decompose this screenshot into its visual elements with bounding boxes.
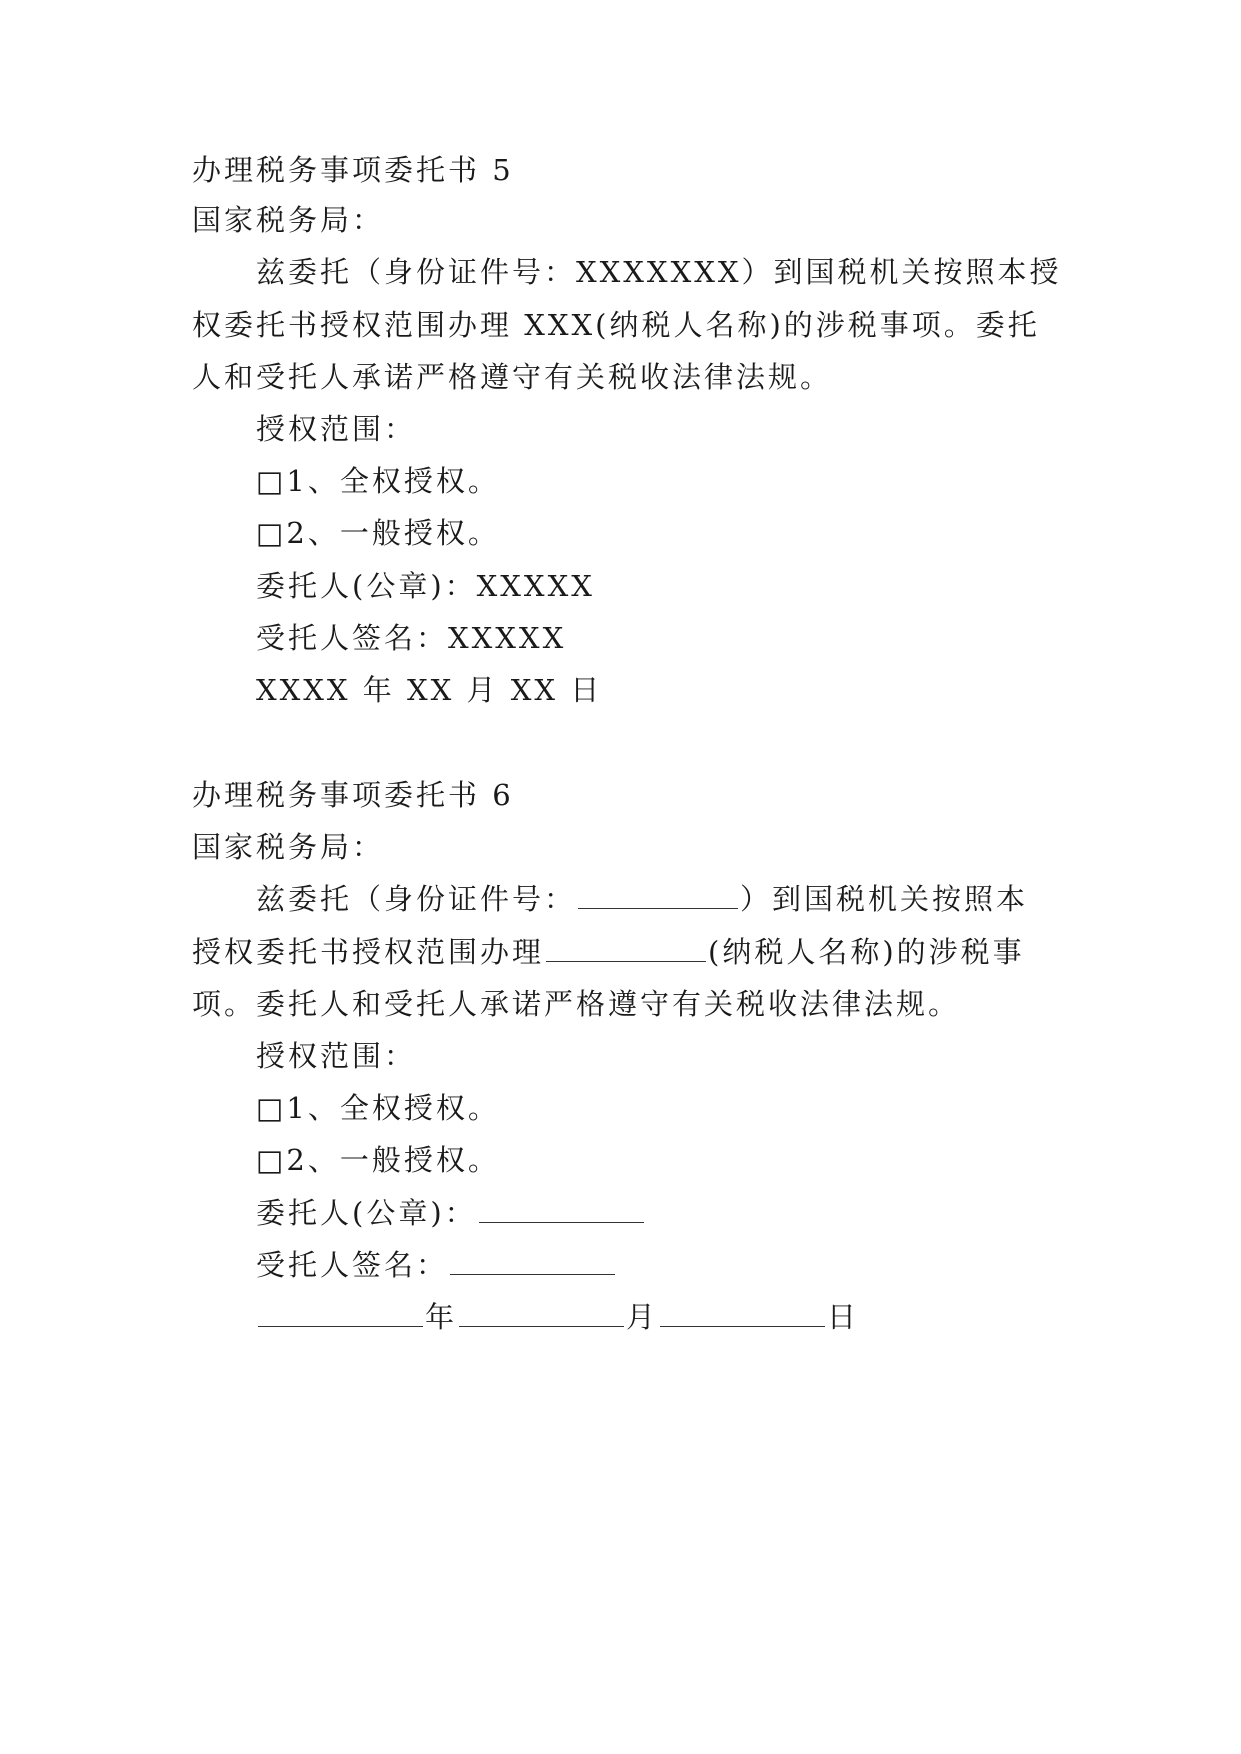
doc5-principal: 委托人(公章)：XXXXX bbox=[256, 569, 595, 603]
doc5-date: XXXX 年 XX 月 XX 日 bbox=[256, 673, 603, 707]
doc6-addressee: 国家税务局： bbox=[192, 830, 385, 864]
doc6-body-line2-a: 授权委托书授权范围办理 bbox=[192, 935, 545, 969]
doc6-body-line1 bbox=[256, 879, 1028, 919]
doc6-scope-label: 授权范围： bbox=[256, 1039, 417, 1073]
doc5-scope-label: 授权范围： bbox=[256, 412, 417, 446]
doc5-option-full: □1、全权授权。 bbox=[256, 464, 500, 498]
doc6-body-line3: 项。委托人和受托人承诺严格遵守有关税收法律法规。 bbox=[192, 987, 961, 1021]
day-blank bbox=[660, 1300, 825, 1327]
doc6-option-full: □1、全权授权。 bbox=[256, 1091, 500, 1125]
doc6-body-line1-b: ）到国税机关按照本 bbox=[740, 882, 1029, 916]
doc5-body-line1: 兹委托（身份证件号：XXXXXXX）到国税机关按照本授 bbox=[256, 255, 1062, 289]
doc6-option-general: □2、一般授权。 bbox=[256, 1143, 500, 1177]
agent-signature-blank bbox=[450, 1248, 615, 1275]
id-number-blank bbox=[578, 882, 738, 909]
doc6-date-month: 月 bbox=[626, 1300, 659, 1334]
year-blank bbox=[258, 1300, 423, 1327]
doc6-title: 办理税务事项委托书 6 bbox=[192, 778, 514, 812]
month-blank bbox=[459, 1300, 624, 1327]
doc5-addressee: 国家税务局： bbox=[192, 203, 385, 237]
doc6-date bbox=[256, 1297, 859, 1337]
doc5-agent: 受托人签名：XXXXX bbox=[256, 621, 567, 655]
taxpayer-name-blank bbox=[546, 935, 706, 962]
doc6-body-line1-a: 兹委托（身份证件号： bbox=[256, 882, 577, 916]
doc6-principal bbox=[256, 1193, 646, 1233]
doc6-date-day: 日 bbox=[827, 1300, 860, 1334]
doc5-option-general: □2、一般授权。 bbox=[256, 516, 500, 550]
doc6-principal-label: 委托人(公章)： bbox=[256, 1196, 477, 1230]
doc5-title: 办理税务事项委托书 5 bbox=[192, 153, 514, 187]
doc6-body-line2-b: (纳税人名称)的涉税事 bbox=[708, 935, 1025, 969]
doc6-agent bbox=[256, 1245, 617, 1285]
doc6-agent-label: 受托人签名： bbox=[256, 1248, 449, 1282]
doc5-body-line3: 人和受托人承诺严格遵守有关税收法律法规。 bbox=[192, 360, 833, 394]
doc6-body-line2 bbox=[192, 932, 1025, 972]
principal-seal-blank bbox=[479, 1196, 644, 1223]
doc5-body-line2: 权委托书授权范围办理 XXX(纳税人名称)的涉税事项。委托 bbox=[192, 308, 1040, 342]
doc6-date-year: 年 bbox=[425, 1300, 458, 1334]
